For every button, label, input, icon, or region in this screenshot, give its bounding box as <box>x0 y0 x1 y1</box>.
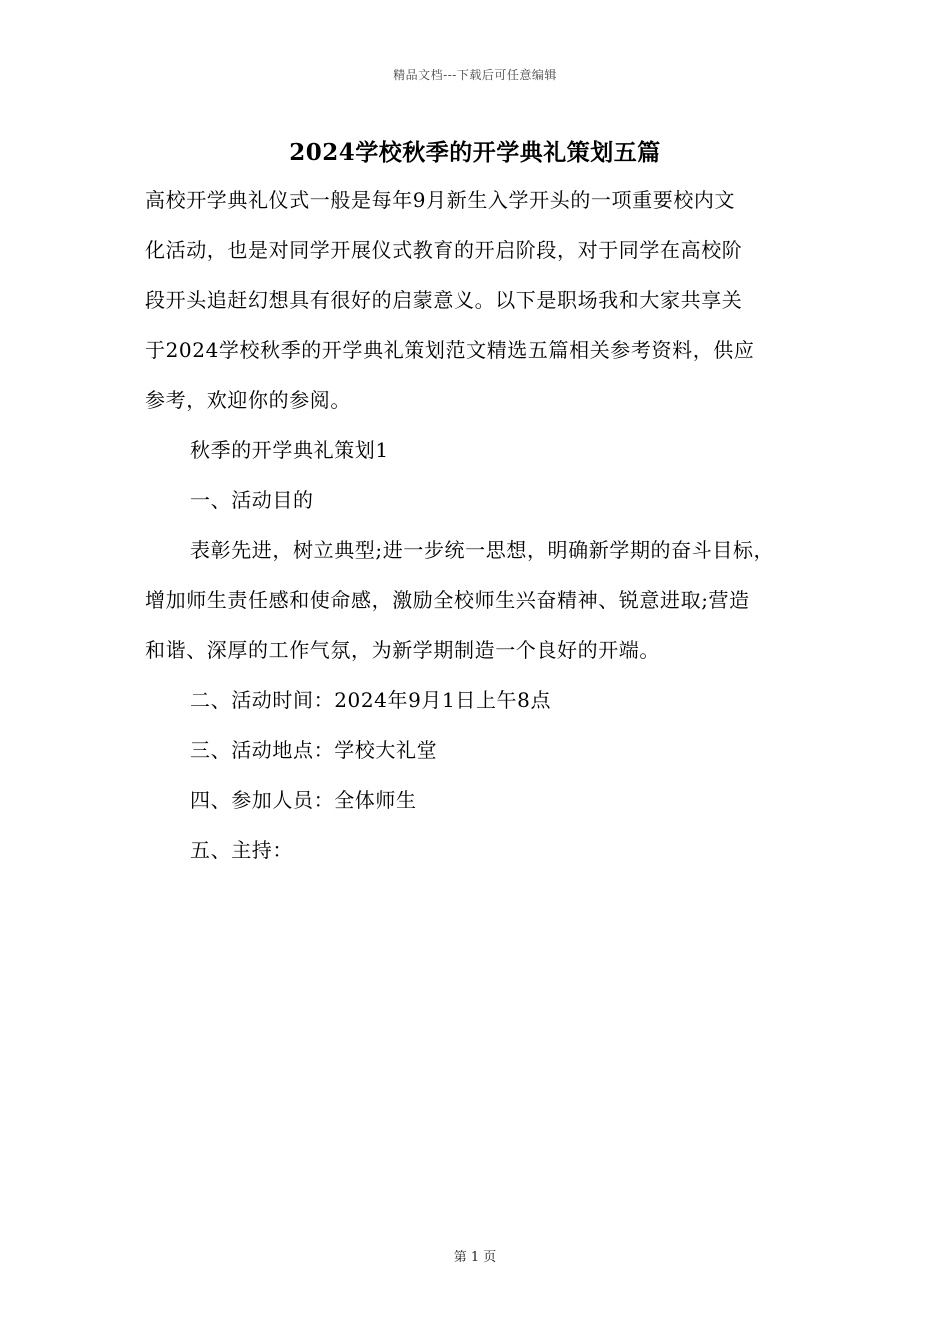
intro-line: 参考，欢迎你的参阅。 <box>145 388 351 412</box>
item1-line: 和谐、深厚的工作气氛，为新学期制造一个良好的开端。 <box>145 638 660 662</box>
intro-paragraph <box>145 175 835 425</box>
item2-time: 二、活动时间：2024年9月1日上午8点 <box>190 688 552 712</box>
section-heading: 秋季的开学典礼策划1 <box>190 438 389 462</box>
document-body <box>145 425 835 875</box>
item5-host: 五、主持： <box>190 838 293 862</box>
document-title: 2024学校秋季的开学典礼策划五篇 <box>289 139 661 166</box>
intro-line: 高校开学典礼仪式一般是每年9月新生入学开头的一项重要校内文 <box>145 188 736 212</box>
page-number: 第 1 页 <box>453 1250 497 1265</box>
intro-line: 于2024学校秋季的开学典礼策划范文精选五篇相关参考资料，供应 <box>145 338 755 362</box>
item1-heading: 一、活动目的 <box>190 488 314 512</box>
item1-line: 表彰先进，树立典型;进一步统一思想，明确新学期的奋斗目标， <box>190 538 775 562</box>
page-header: 精品文档---下载后可任意编辑 <box>393 68 557 82</box>
intro-line: 化活动，也是对同学开展仪式教育的开启阶段，对于同学在高校阶 <box>145 238 743 262</box>
item3-location: 三、活动地点：学校大礼堂 <box>190 738 438 762</box>
item4-participants: 四、参加人员：全体师生 <box>190 788 417 812</box>
item1-line: 增加师生责任感和使命感，激励全校师生兴奋精神、锐意进取;营造 <box>145 588 750 612</box>
intro-line: 段开头追赶幻想具有很好的启蒙意义。以下是职场我和大家共享关 <box>145 288 743 312</box>
